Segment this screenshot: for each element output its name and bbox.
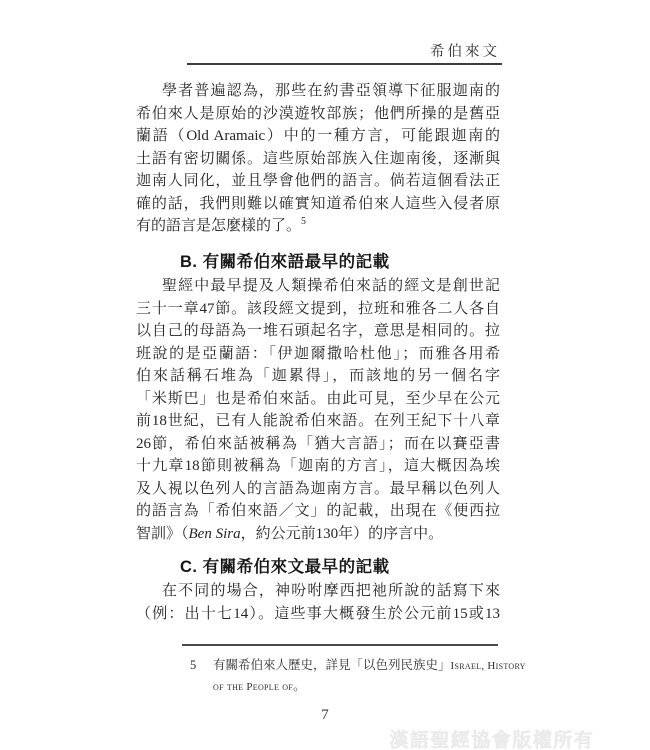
watermark: 漢語聖經協會版權所有 <box>389 730 595 750</box>
section-b-heading: B. 有關希伯來語最早的記載 <box>180 253 390 271</box>
footnote-text <box>213 655 526 697</box>
text-line: 有關希伯來人歷史，詳見「以色列民族史」Israel, History <box>213 658 526 672</box>
footnote-rule <box>182 644 498 646</box>
text-line: 班說的是亞蘭語：「伊迦爾撒哈杜他」；而雅各用希 <box>136 345 500 362</box>
section-c-paragraph <box>136 580 500 625</box>
text-line: 十九章18節則被稱為「迦南的方言」，這大概因為埃 <box>136 458 500 474</box>
text-line: 伯來話稱石堆為「迦累得」，而該地的另一個名字 <box>136 368 500 384</box>
text-line: 的語言為「希伯來語／文」的記載，出現在《便西拉 <box>136 503 500 519</box>
text-line: 三十一章47節。該段經文提到，拉班和雅各二人各自 <box>136 300 500 317</box>
text-line: 有的語言是怎麼樣的了。$^5$ <box>136 216 307 234</box>
text-line: 智訓》（Ben Sira，約公元前130年）的序言中。 <box>136 525 444 542</box>
text-line: 確的話，我們則難以確實知道希伯來人這些入侵者原 <box>136 195 500 212</box>
text-line: of the People of。 <box>213 679 306 693</box>
header-rule <box>187 63 502 65</box>
section-b-paragraph <box>136 275 500 545</box>
text-line: 及人視以色列人的言語為迦南方言。最早稱以色列人 <box>136 480 500 497</box>
text-line: 蘭語（Old Aramaic）中的一種方言，可能跟迦南的 <box>136 128 500 144</box>
page-number: 7 <box>321 707 329 723</box>
footnote-number: 5 <box>190 658 197 672</box>
text-line: 土語有密切關係。這些原始部族入住迦南後，逐漸與 <box>136 150 500 167</box>
text-line: 希伯來人是原始的沙漠遊牧部族；他們所操的是舊亞 <box>136 105 500 122</box>
text-line: 聖經中最早提及人類操希伯來話的經文是創世記 <box>162 278 500 294</box>
text-line: 以自己的母語為一堆石頭起名字，意思是相同的。拉 <box>136 323 500 339</box>
text-line: 「米斯巴」也是希伯來話。由此可見，至少早在公元 <box>136 390 500 407</box>
intro-paragraph <box>136 80 500 238</box>
text-line: 迦南人同化，並且學會他們的語言。倘若這個看法正 <box>136 173 500 189</box>
section-c-heading: C. 有關希伯來文最早的記載 <box>180 558 390 576</box>
text-line: （例：出十七14）。這些事大概發生於公元前15或13 <box>136 605 500 622</box>
text-line: 26節，希伯來話被稱為「猶大言語」；而在以賽亞書 <box>136 435 500 452</box>
text-line: 在不同的場合，神吩咐摩西把祂所說的話寫下來 <box>162 583 500 599</box>
text-line: 學者普遍認為，那些在約書亞領導下征服迦南的 <box>162 83 500 99</box>
running-header: 希伯來文 <box>430 44 500 60</box>
text-line: 前18世紀，已有人能說希伯來語。在列王紀下十八章 <box>136 413 500 429</box>
